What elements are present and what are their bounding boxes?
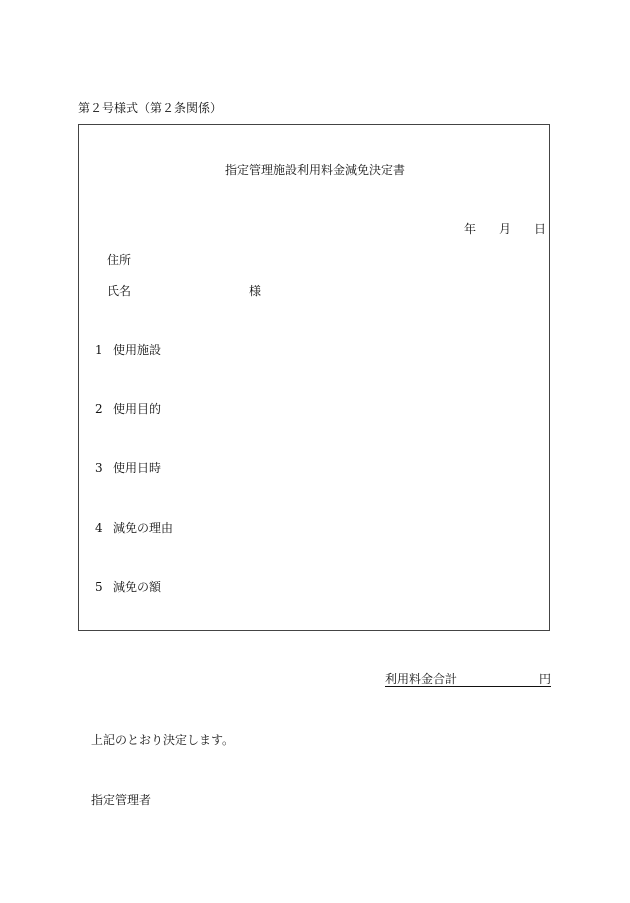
- item-datetime: [95, 461, 161, 475]
- item-reason: [95, 521, 173, 535]
- honorific-label: 様: [249, 284, 262, 298]
- total-fee-unit: 円: [538, 672, 551, 686]
- item-number: 2: [95, 402, 103, 416]
- name-label: 氏名: [107, 284, 132, 298]
- item-facility: [95, 343, 161, 357]
- form-frame: [78, 124, 550, 631]
- decision-statement: 上記のとおり決定します。: [91, 733, 235, 747]
- item-label: 使用日時: [113, 461, 162, 475]
- date-day-label: 日: [534, 222, 547, 236]
- item-label: 使用目的: [113, 402, 162, 416]
- date-year-label: 年: [464, 222, 477, 236]
- issuer-label: 指定管理者: [91, 793, 152, 807]
- item-number: 3: [95, 461, 103, 475]
- total-fee-line: [385, 670, 551, 687]
- item-number: 1: [95, 343, 103, 357]
- address-label: 住所: [107, 253, 132, 267]
- item-label: 減免の理由: [113, 521, 174, 535]
- item-number: 5: [95, 580, 103, 594]
- item-number: 4: [95, 521, 103, 535]
- item-purpose: [95, 402, 161, 416]
- total-fee-label: 利用料金合計: [385, 672, 458, 686]
- form-number: 第２号様式（第２条関係）: [78, 101, 223, 115]
- item-amount: [95, 580, 161, 594]
- document-title: 指定管理施設利用料金減免決定書: [224, 163, 405, 177]
- item-label: 減免の額: [113, 580, 162, 594]
- item-label: 使用施設: [113, 343, 162, 357]
- date-month-label: 月: [499, 222, 512, 236]
